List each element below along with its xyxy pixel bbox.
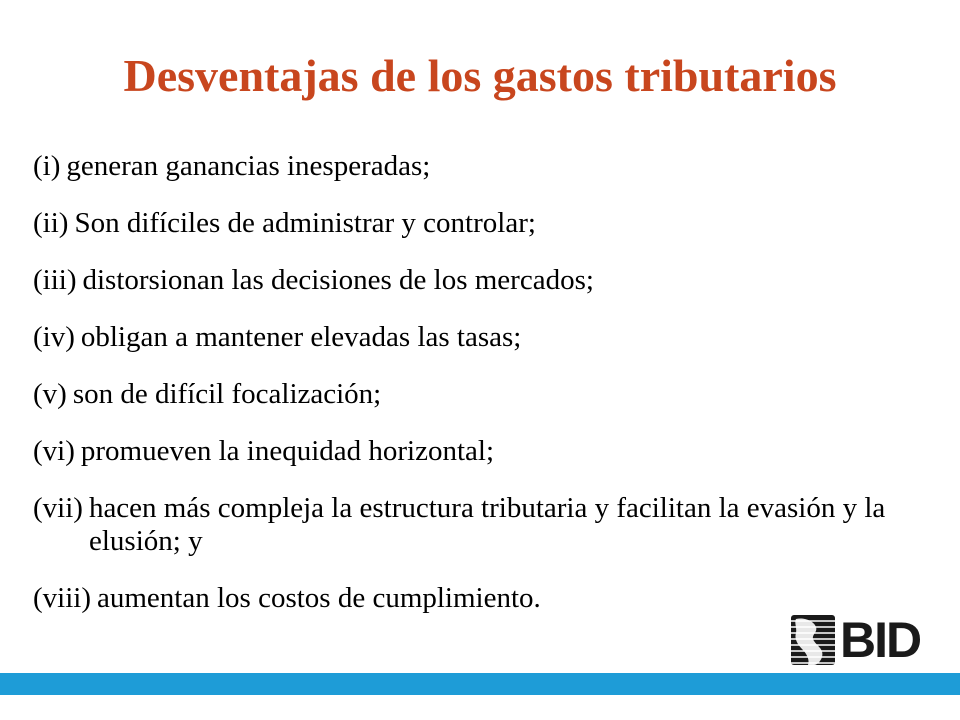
list-item (33, 435, 913, 468)
footer-bar (0, 673, 960, 695)
list-item-text: aumentan los costos de cumplimiento. (97, 582, 541, 614)
list-item-number: (vii) (33, 492, 83, 524)
list-item (33, 582, 913, 615)
list-item-text: generan ganancias inesperadas; (66, 150, 431, 182)
bullet-list (33, 150, 913, 639)
logo-text: BID (840, 612, 921, 668)
list-item-number: (viii) (33, 582, 91, 614)
bid-logo (790, 612, 920, 668)
list-item-text: obligan a mantener elevadas las tasas; (80, 321, 522, 353)
list-item-number: (v) (33, 378, 67, 410)
list-item-number: (iv) (33, 321, 75, 353)
list-item-number: (iii) (33, 264, 77, 296)
list-item (33, 378, 913, 411)
list-item-text: hacen más compleja la estructura tributaria y facilitan la evasión y la elusión; y (88, 492, 886, 557)
list-item (33, 150, 913, 183)
list-item (33, 207, 913, 240)
globe-icon (790, 613, 836, 667)
list-item (33, 492, 913, 558)
list-item (33, 264, 913, 297)
list-item (33, 321, 913, 354)
list-item-number: (ii) (33, 207, 69, 239)
slide-title: Desventajas de los gastos tributarios (123, 50, 837, 101)
list-item-text: distorsionan las decisiones de los mercados; (82, 264, 594, 296)
list-item-number: (vi) (33, 435, 75, 467)
list-item-text: son de difícil focalización; (72, 378, 382, 410)
list-item-text: promueven la inequidad horizontal; (80, 435, 494, 467)
list-item-number: (i) (33, 150, 61, 182)
list-item-text: Son difíciles de administrar y controlar; (74, 207, 536, 239)
